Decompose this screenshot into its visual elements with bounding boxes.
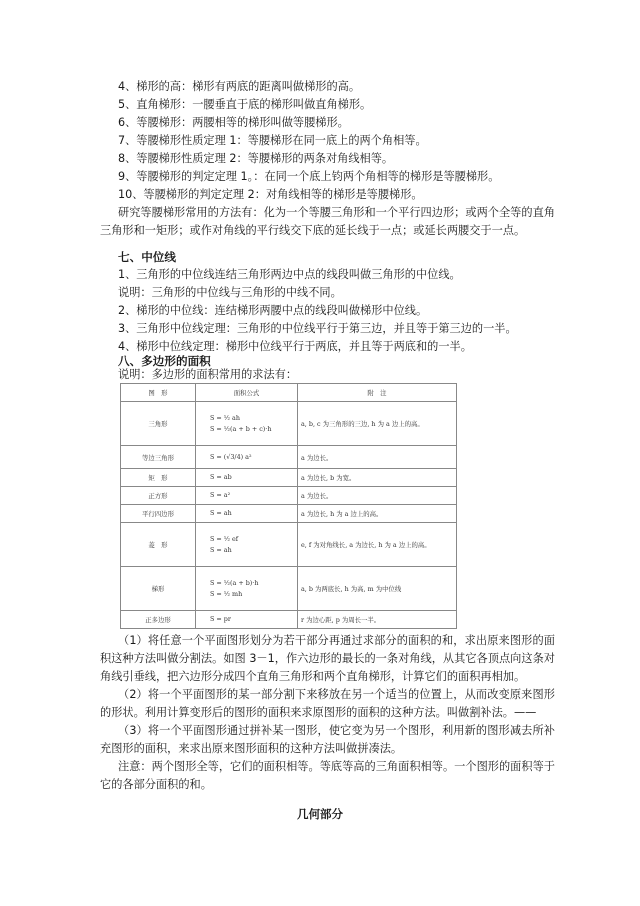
formula-cell xyxy=(196,487,298,505)
paragraph-note: 注意：两个图形全等，它们的面积相等。等底等高的三角面积相等。一个图形的面积等于它的各部分面积的和。 xyxy=(100,760,555,791)
table-row xyxy=(121,567,457,611)
shape-cell: 梯形 xyxy=(121,567,196,611)
shape-cell: 三角形 xyxy=(121,402,196,446)
table-row xyxy=(121,523,457,567)
text-line: 7、等腰梯形性质定理 1：等腰梯形在同一底上的两个角相等。 xyxy=(118,134,427,147)
table-row xyxy=(121,505,457,523)
formula: S = (√3/4) a² xyxy=(210,452,252,461)
shape-cell: 等边三角形 xyxy=(121,446,196,469)
formula: S = ½ mh xyxy=(210,589,243,598)
formula-cell xyxy=(196,567,298,611)
text-line: 1、三角形的中位线连结三角形两边中点的线段叫做三角形的中位线。 xyxy=(118,268,461,281)
table-row xyxy=(121,469,457,487)
text-line: 5、直角梯形：一腰垂直于底的梯形叫做直角梯形。 xyxy=(118,98,372,111)
paragraph-method-1: （1）将任意一个平面图形划分为若干部分再通过求部分的面积的和，求出原来图形的面积这种方法叫做分割法。如图 3－1，作六边形的最长的一条对角线，从其它各顶点向这条对角线引垂线，把六边形分成四个直角三角形和两个直角梯形，计算它们的面积再相加。 xyxy=(100,634,555,683)
note-cell: a 为边长。 xyxy=(298,446,457,469)
shape-cell: 平行四边形 xyxy=(121,505,196,523)
formula: S = ah xyxy=(210,545,232,554)
text-line: 10、等腰梯形的判定定理 2：对角线相等的梯形是等腰梯形。 xyxy=(118,188,423,201)
formula: S = ½(a + b)·h xyxy=(210,578,259,587)
formula: S = ab xyxy=(210,473,232,481)
formula-cell xyxy=(196,523,298,567)
formula: S = ½(a + b + c)·h xyxy=(210,424,272,433)
section-heading: 八、多边形的面积 xyxy=(118,354,211,368)
shape-cell: 菱 形 xyxy=(121,523,196,567)
formula-cell xyxy=(196,469,298,487)
area-formula-table xyxy=(120,383,457,629)
note-cell: a 为边长。 xyxy=(298,487,457,505)
formula: S = ah xyxy=(210,509,232,517)
note-cell: a, b 为两底长, h 为高, m 为中位线 xyxy=(298,567,457,611)
text-line: 9、等腰梯形的判定定理 1。：在同一个底上钧两个角相等的梯形是等腰梯形。 xyxy=(118,170,500,183)
formula: S = a² xyxy=(210,491,231,499)
table-header: 图 形 xyxy=(121,384,196,402)
footer-title: 几何部分 xyxy=(297,807,343,821)
formula-cell xyxy=(196,446,298,469)
formula-cell xyxy=(196,505,298,523)
text-line: 4、梯形中位线定理：梯形中位线平行于两底，并且等于两底和的一半。 xyxy=(118,340,472,353)
text-line: 说明：多边形的面积常用的求法有： xyxy=(118,368,298,381)
text-line: 说明：三角形的中位线与三角形的中线不同。 xyxy=(118,286,342,299)
shape-cell: 正方形 xyxy=(121,487,196,505)
paragraph-method-2: （2）将一个平面图形的某一部分割下来移放在另一个适当的位置上，从而改变原来图形的形状。利用计算变形后的图形的面积来求原图形的面积的这种方法。叫做割补法。—— xyxy=(100,688,555,719)
table-row xyxy=(121,446,457,469)
formula: S = ½ ah xyxy=(210,413,240,422)
formula: S = pr xyxy=(210,615,231,623)
text-line: 2、梯形的中位线：连结梯形两腰中点的线段叫做梯形中位线。 xyxy=(118,304,428,317)
shape-cell: 正多边形 xyxy=(121,611,196,629)
formula: S = ½ ef xyxy=(210,534,239,543)
note-cell: a, b, c 为三角形的三边, h 为 a 边上的高。 xyxy=(298,402,457,446)
table-header: 附 注 xyxy=(298,384,457,402)
paragraph-method-3: （3）将一个平面图形通过拼补某一图形，使它变为另一个图形，利用新的图形减去所补充图形的面积，来求出原来图形面积的这种方法叫做拼凑法。 xyxy=(100,724,555,755)
table-header: 面积公式 xyxy=(196,384,298,402)
section-heading: 七、中位线 xyxy=(118,250,176,264)
paragraph-trapezoid-methods: 研究等腰梯形常用的方法有：化为一个等腰三角形和一个平行四边形；或两个全等的直角三角形和一矩形；或作对角线的平行线交下底的延长线于一点；或延长两腰交于一点。 xyxy=(100,206,555,237)
note-cell: a 为边长, h 为 a 边上的高。 xyxy=(298,505,457,523)
note-cell: a 为边长, b 为宽。 xyxy=(298,469,457,487)
formula-cell xyxy=(196,402,298,446)
shape-cell: 矩 形 xyxy=(121,469,196,487)
table-header-row xyxy=(121,384,457,402)
table-row xyxy=(121,611,457,629)
table-row xyxy=(121,402,457,446)
note-cell: r 为边心距, p 为周长一半。 xyxy=(298,611,457,629)
text-line: 8、等腰梯形性质定理 2：等腰梯形的两条对角线相等。 xyxy=(118,152,394,165)
text-line: 4、梯形的高：梯形有两底的距离叫做梯形的高。 xyxy=(118,80,361,93)
text-line: 3、三角形中位线定理：三角形的中位线平行于第三边，并且等于第三边的一半。 xyxy=(118,322,517,335)
formula-cell xyxy=(196,611,298,629)
text-line: 6、等腰梯形：两腰相等的梯形叫做等腰梯形。 xyxy=(118,116,349,129)
table-row xyxy=(121,487,457,505)
note-cell: e, f 为对角线长, a 为边长, h 为 a 边上的高。 xyxy=(298,523,457,567)
